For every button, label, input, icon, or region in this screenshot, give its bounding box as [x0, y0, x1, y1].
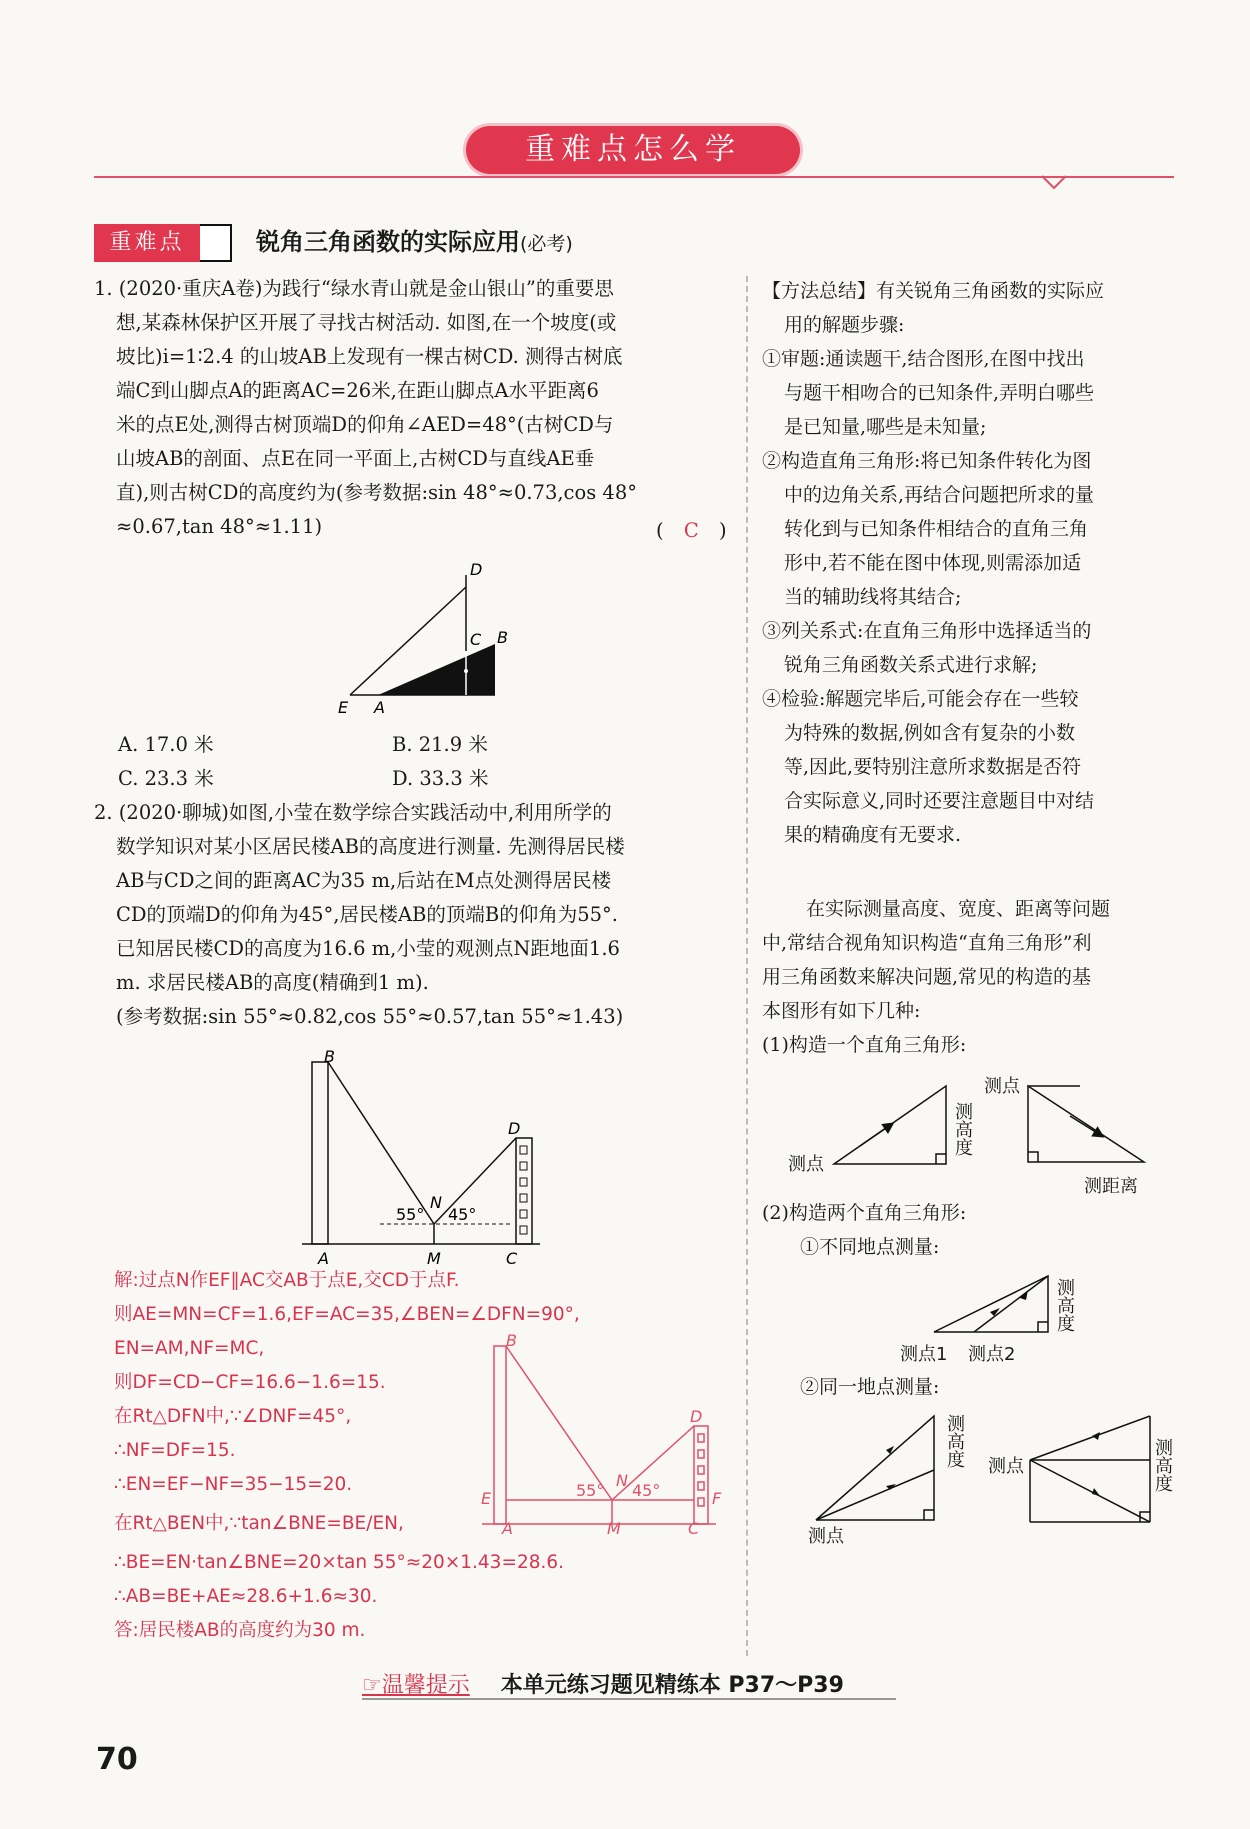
label-height: 测高度: [952, 1102, 973, 1156]
method-line: 【方法总结】有关锐角三角函数的实际应: [762, 280, 1105, 302]
method-line: ④检验:解题完毕后,可能会存在一些较: [762, 688, 1079, 710]
case-1-heading: (1)构造一个直角三角形:: [762, 1034, 967, 1056]
label-M: M: [607, 1519, 621, 1538]
label-height: 测高度: [1054, 1278, 1075, 1332]
method-line: 果的精确度有无要求.: [784, 824, 962, 846]
method-line: 当的辅助线将其结合;: [784, 586, 962, 608]
section-title-note: (必考): [520, 233, 573, 255]
label-F: F: [712, 1489, 722, 1508]
solution-line: 在Rt△DFN中,∵∠DNF=45°,: [114, 1406, 352, 1427]
footer-tip: [362, 1668, 844, 1699]
method-line: 等,因此,要特别注意所求数据是否符: [784, 756, 1082, 778]
solution-figure: [480, 1331, 740, 1538]
question-1: [94, 272, 734, 544]
solution-line: 在Rt△BEN中,∵tan∠BNE=BE/EN,: [114, 1513, 404, 1534]
column-divider: [746, 276, 748, 1656]
method-line: 是已知量,哪些是未知量;: [784, 416, 987, 438]
q1-line: 端C到山脚点A的距离AC=26米,在距山脚点A水平距离6: [116, 379, 599, 402]
angle-55: 55°: [576, 1481, 605, 1500]
method-line: ②构造直角三角形:将已知条件转化为图: [762, 450, 1092, 472]
q1-line: 米的点E处,测得古树顶端D的仰角∠AED=48°(古树CD与: [116, 413, 614, 436]
sub-1-heading: ①不同地点测量:: [800, 1236, 940, 1258]
q2-line: 数学知识对某小区居民楼AB的高度进行测量. 先测得居民楼: [116, 835, 625, 858]
practice-line: 中,常结合视角知识构造“直角三角形”利: [762, 932, 1092, 954]
method-line: 形中,若不能在图中体现,则需添加适: [784, 552, 1082, 574]
method-line: 与题干相吻合的已知条件,弄明白哪些: [784, 382, 1095, 404]
method-line: 中的边角关系,再结合问题把所求的量: [784, 484, 1095, 506]
q2-line: CD的顶端D的仰角为45°,居民楼AB的顶端B的仰角为55°.: [116, 903, 618, 926]
label-B: B: [497, 628, 508, 647]
label-height: 测高度: [944, 1414, 965, 1468]
section-title-text: 锐角三角函数的实际应用: [256, 228, 520, 256]
method-line: 转化到与已知条件相结合的直角三角: [784, 518, 1089, 540]
q1-line: 直),则古树CD的高度约为(参考数据:sin 48°≈0.73,cos 48°: [116, 481, 637, 504]
q1-figure: [330, 555, 520, 720]
solution-line: ∴NF=DF=15.: [114, 1440, 236, 1461]
label-C: C: [688, 1519, 700, 1538]
method-summary: [762, 274, 1182, 852]
q2-figure: [300, 1046, 550, 1268]
label-A: A: [502, 1519, 513, 1538]
tip-label: ☞温馨提示: [362, 1673, 470, 1698]
q2-line: 2. (2020·聊城)如图,小莹在数学综合实践活动中,利用所学的: [94, 801, 612, 824]
method-line: 为特殊的数据,例如含有复杂的小数: [784, 722, 1076, 744]
page-number: 70: [96, 1742, 138, 1777]
q1-line: 想,某森林保护区开展了寻找古树活动. 如图,在一个坡度(或: [116, 311, 617, 334]
section-banner: 重难点怎么学: [466, 126, 800, 174]
q2-line: 已知居民楼CD的高度为16.6 m,小莹的观测点N距地面1.6: [116, 937, 620, 960]
angle-45: 45°: [632, 1481, 661, 1500]
practice-intro: [762, 892, 1182, 1062]
solution-line: 解:过点N作EF∥AC交AB于点E,交CD于点F.: [114, 1270, 460, 1291]
q2-line: AB与CD之间的距离AC为35 m,后站在M点处测得居民楼: [116, 869, 612, 892]
label-A: A: [318, 1249, 329, 1268]
case-2-heading: (2)构造两个直角三角形:: [762, 1202, 967, 1224]
header-rule-notch: [1040, 174, 1070, 190]
label-D: D: [508, 1119, 521, 1138]
question-2: [94, 796, 734, 1034]
angle-45: 45°: [448, 1205, 477, 1224]
q1-options: [118, 728, 718, 796]
q1-line: 山坡AB的剖面、点E在同一平面上,古树CD与直线AE垂: [116, 447, 595, 470]
label-point: 测点: [808, 1526, 844, 1547]
label-M: M: [427, 1249, 441, 1268]
q1-line: ≈0.67,tan 48°≈1.11): [116, 515, 323, 538]
q1-answer-bracket: [656, 514, 727, 548]
label-E: E: [481, 1489, 492, 1508]
case2-different-points-figure: [920, 1268, 1060, 1340]
method-line: 合实际意义,同时还要注意题目中对结: [784, 790, 1095, 812]
practice-line: 本图形有如下几种:: [762, 1000, 921, 1022]
label-point: 测点: [988, 1456, 1024, 1477]
label-point-2: 测点2: [968, 1344, 1016, 1365]
label-C: C: [506, 1249, 518, 1268]
method-line: ③列关系式:在直角三角形中选择适当的: [762, 620, 1092, 642]
q2-line: (参考数据:sin 55°≈0.82,cos 55°≈0.57,tan 55°≈1.43): [116, 1005, 624, 1028]
case2-same-point-figures: [800, 1410, 1160, 1535]
q1-line: 坡比)i=1∶2.4 的山坡AB上发现有一棵古树CD. 测得古树底: [116, 345, 623, 368]
label-D: D: [690, 1407, 703, 1426]
label-point-1: 测点1: [900, 1344, 948, 1365]
q1-answer: C: [683, 519, 699, 542]
footer-rule: [362, 1698, 896, 1700]
option-a: A. 17.0 米: [118, 733, 214, 756]
label-distance: 测距离: [1084, 1176, 1138, 1197]
method-line: ①审题:通读题干,结合图形,在图中找出: [762, 348, 1085, 370]
label-E: E: [338, 698, 349, 717]
section-tag: 重难点: [94, 224, 200, 262]
label-D: D: [470, 560, 483, 579]
option-c: C. 23.3 米: [118, 767, 214, 790]
sub-2-heading: ②同一地点测量:: [800, 1376, 940, 1398]
label-N: N: [430, 1193, 442, 1212]
solution-line: EN=AM,NF=MC,: [114, 1338, 265, 1359]
solution-line: ∴BE=EN·tan∠BNE=20×tan 55°≈20×1.43=28.6.: [114, 1552, 565, 1573]
practice-line: 在实际测量高度、宽度、距离等问题: [806, 898, 1111, 920]
q2-line: m. 求居民楼AB的高度(精确到1 m).: [116, 971, 429, 994]
paren-close: ): [718, 519, 727, 542]
solution-line: 则AE=MN=CF=1.6,EF=AC=35,∠BEN=∠DFN=90°,: [114, 1304, 580, 1325]
section-title: [256, 222, 573, 257]
method-line: 用的解题步骤:: [784, 314, 905, 336]
label-B: B: [324, 1047, 335, 1066]
solution-line: 答:居民楼AB的高度约为30 m.: [114, 1620, 366, 1641]
tip-text[interactable]: 本单元练习题见精练本 P37～P39: [500, 1673, 844, 1698]
label-B: B: [506, 1331, 517, 1350]
solution-line: 则DF=CD−CF=16.6−1.6=15.: [114, 1372, 386, 1393]
label-C: C: [470, 630, 482, 649]
method-line: 锐角三角函数关系式进行求解;: [784, 654, 1038, 676]
option-d: D. 33.3 米: [392, 767, 489, 790]
label-height: 测高度: [1152, 1438, 1173, 1492]
label-N: N: [616, 1471, 628, 1490]
paren-open: (: [656, 519, 664, 542]
label-A: A: [374, 698, 385, 717]
solution-line: ∴AB=BE+AE≈28.6+1.6≈30.: [114, 1586, 378, 1607]
practice-line: 用三角函数来解决问题,常见的构造的基: [762, 966, 1092, 988]
label-point: 测点: [788, 1154, 824, 1175]
option-b: B. 21.9 米: [392, 733, 488, 756]
angle-55: 55°: [396, 1205, 425, 1224]
solution-line: ∴EN=EF−NF=35−15=20.: [114, 1474, 353, 1495]
q1-line: 1. (2020·重庆A卷)为践行“绿水青山就是金山银山”的重要思: [94, 277, 614, 300]
label-point: 测点: [984, 1076, 1020, 1097]
header-rule: [94, 176, 1174, 178]
